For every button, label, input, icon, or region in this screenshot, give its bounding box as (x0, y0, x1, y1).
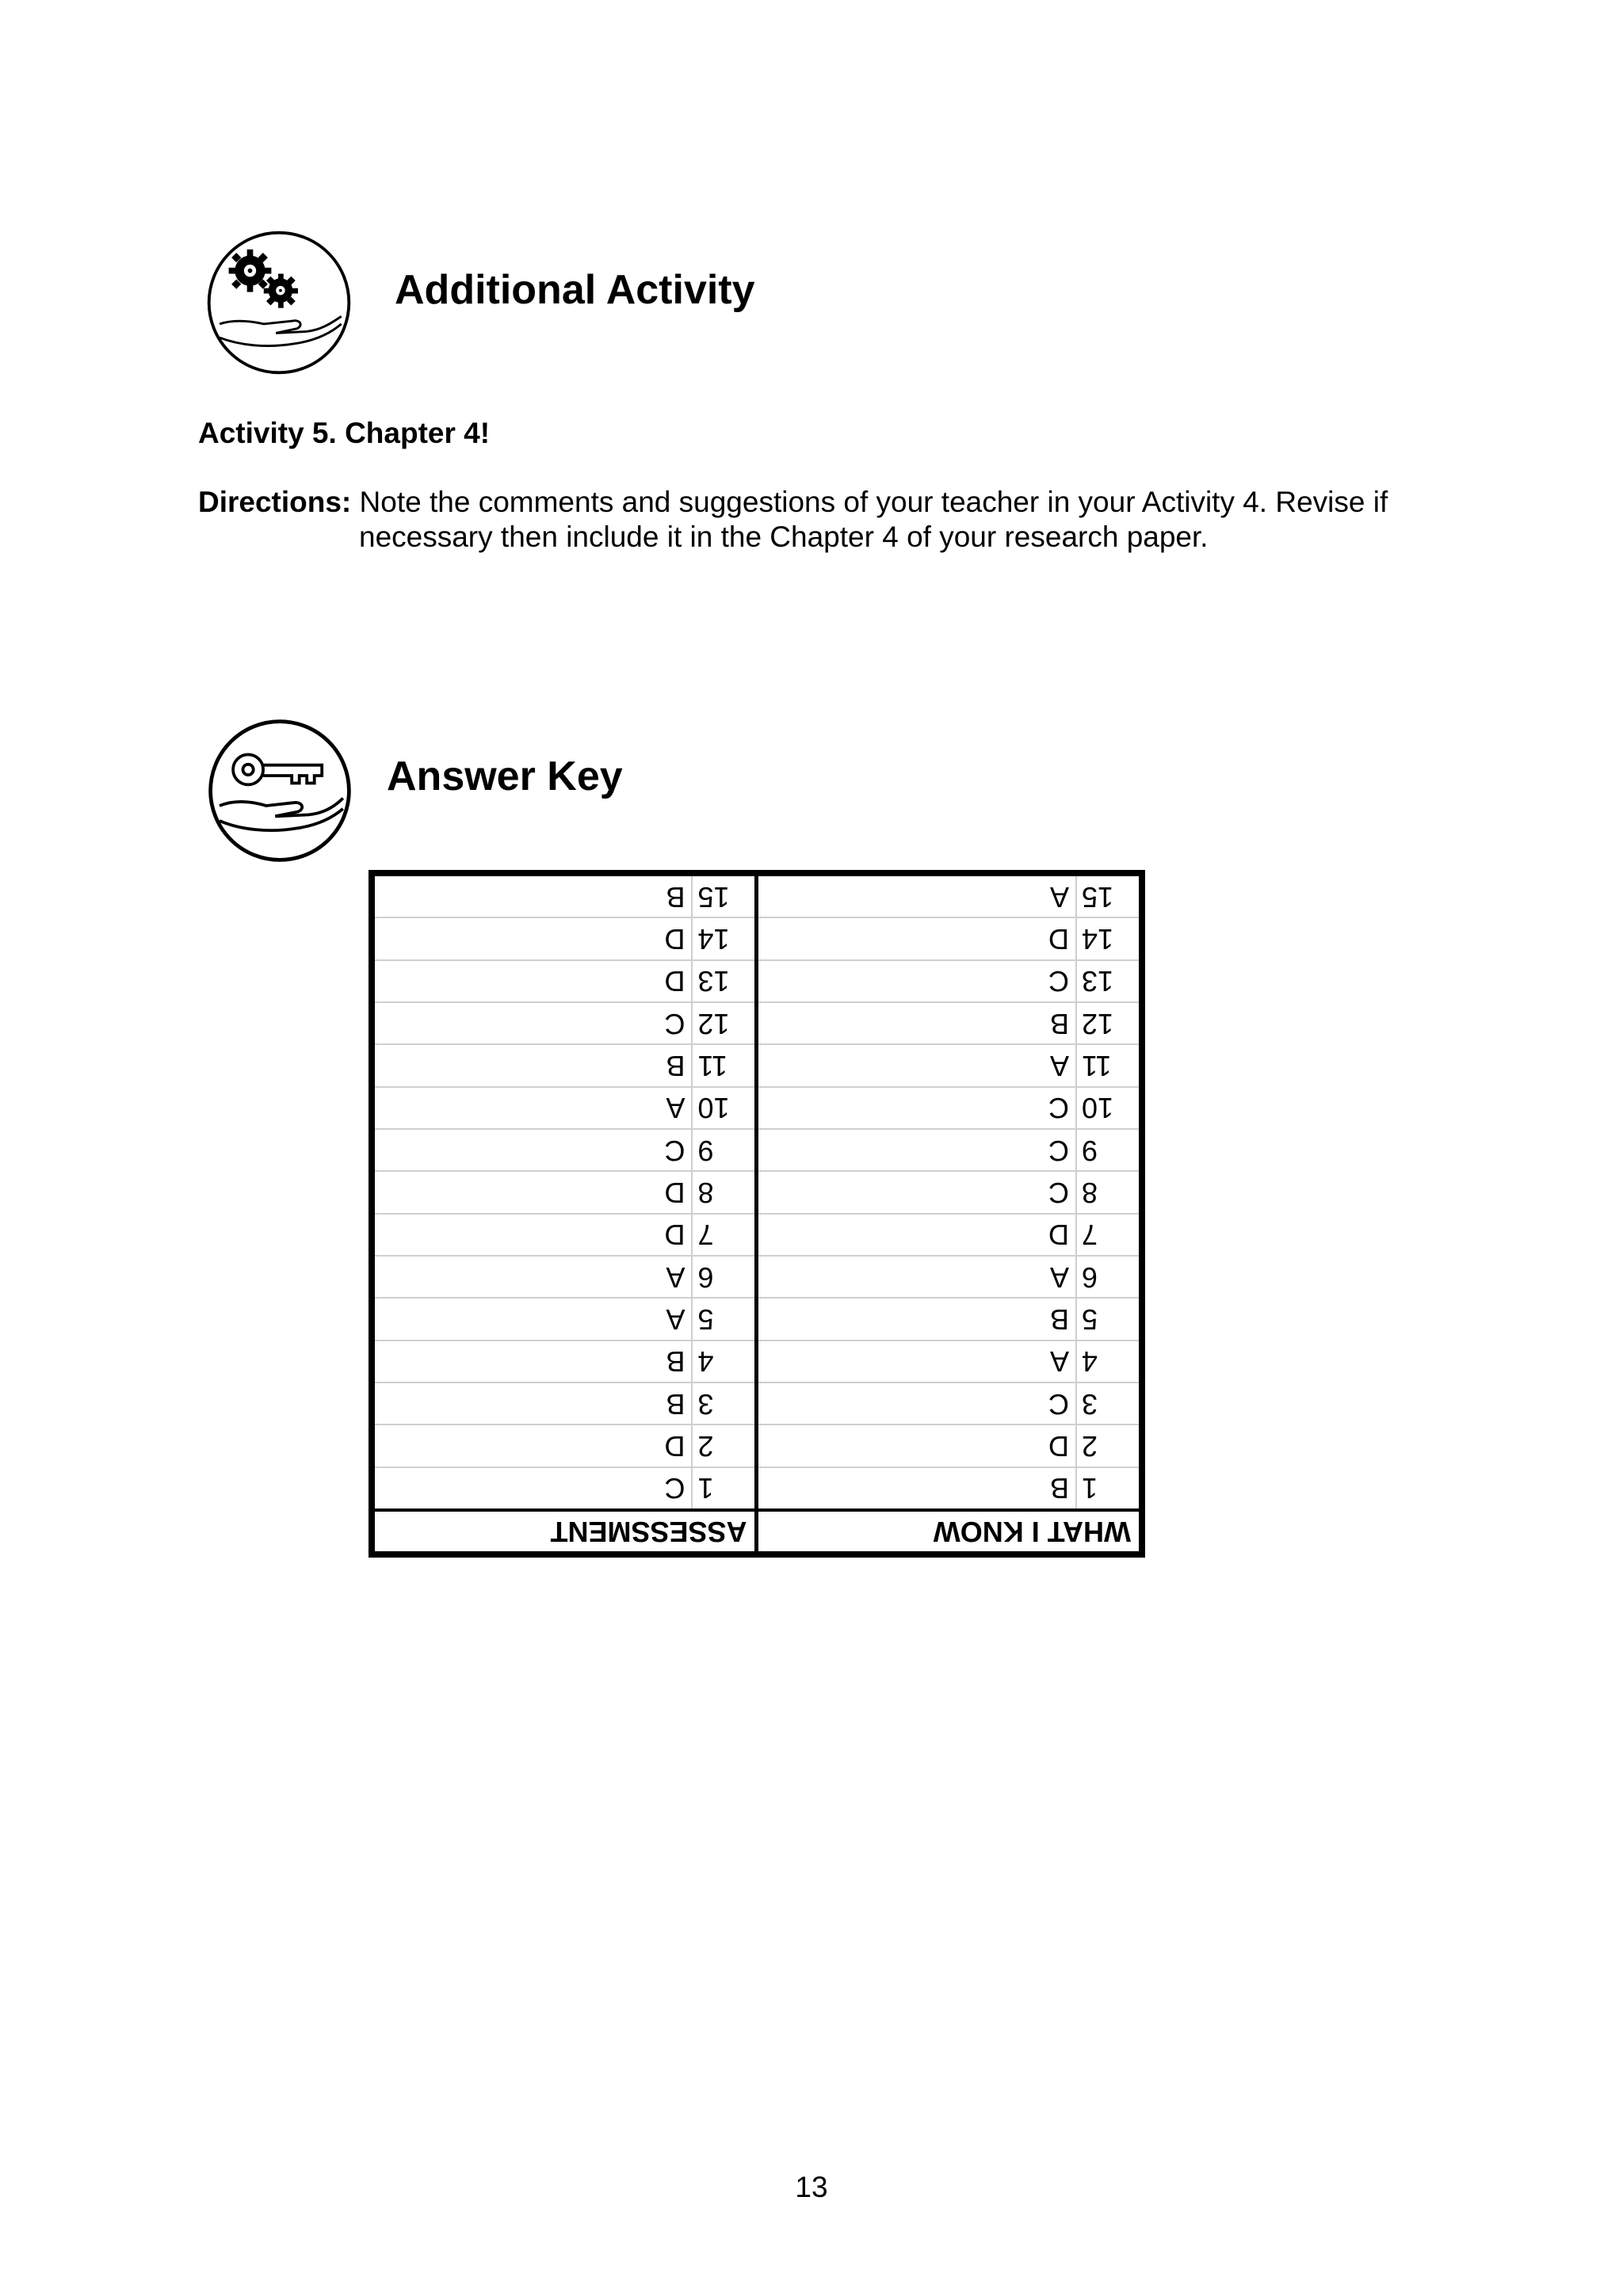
answer-key-column-what-i-know (759, 876, 1140, 1551)
item-answer: A (666, 1088, 693, 1128)
item-number: 4 (697, 1345, 714, 1379)
item-number: 2 (1082, 1430, 1098, 1463)
table-row (759, 1382, 1140, 1424)
item-answer: A (1050, 1341, 1077, 1382)
item-answer: A (1050, 1045, 1077, 1085)
section-title-additional-activity: Additional Activity (395, 267, 755, 313)
item-answer: B (666, 1045, 693, 1085)
table-row (375, 1043, 755, 1085)
item-number: 8 (1082, 1177, 1098, 1210)
table-row (759, 1128, 1140, 1170)
item-number: 10 (697, 1092, 730, 1125)
item-answer: D (1048, 918, 1077, 959)
item-number: 5 (1082, 1303, 1098, 1337)
table-row (759, 1043, 1140, 1085)
item-answer: B (1050, 1299, 1077, 1339)
item-number: 13 (1082, 965, 1114, 998)
item-answer: C (665, 1130, 693, 1170)
item-number: 6 (1082, 1261, 1098, 1294)
table-row (759, 1255, 1140, 1297)
item-number: 14 (697, 923, 730, 956)
item-answer: B (1050, 1468, 1077, 1508)
table-row (759, 1170, 1140, 1212)
item-answer: D (665, 1425, 693, 1466)
item-answer: B (1050, 1003, 1077, 1043)
item-answer: C (1048, 961, 1077, 1001)
table-row (759, 1001, 1140, 1043)
table-row (375, 876, 755, 917)
table-row (375, 1382, 755, 1424)
answer-key-column-assessment (375, 876, 759, 1551)
item-number: 8 (697, 1177, 714, 1210)
key-in-hand-icon (204, 715, 355, 866)
directions-line: necessary then include it in the Chapter 4 of your research paper. (359, 521, 1209, 553)
table-row (375, 959, 755, 1001)
item-answer: C (665, 1003, 693, 1043)
directions-label: Directions: (198, 486, 352, 518)
item-number: 14 (1082, 923, 1114, 956)
table-row (375, 1170, 755, 1212)
item-number: 2 (697, 1430, 714, 1463)
item-answer: A (1050, 1257, 1077, 1297)
item-answer: D (665, 1215, 693, 1255)
gear-icon (229, 250, 272, 292)
table-row (375, 1086, 755, 1128)
answer-key-table (369, 870, 1145, 1558)
item-number: 1 (697, 1472, 714, 1505)
item-number: 11 (1082, 1050, 1112, 1083)
table-row (759, 1424, 1140, 1466)
item-number: 15 (697, 880, 730, 913)
item-number: 4 (1082, 1345, 1098, 1379)
item-number: 11 (697, 1050, 727, 1083)
activity-heading: Activity 5. Chapter 4! (198, 417, 491, 449)
table-row (759, 1086, 1140, 1128)
table-row (759, 876, 1140, 917)
column-header: ASSESSMENT (375, 1508, 755, 1551)
item-number: 7 (1082, 1219, 1098, 1252)
table-row (759, 1297, 1140, 1339)
item-answer: C (1048, 1130, 1077, 1170)
table-row (375, 1128, 755, 1170)
directions-body: Note the comments and suggestions of your teacher in your Activity 4. Revise if (359, 486, 1388, 518)
item-number: 13 (697, 965, 730, 998)
item-number: 3 (1082, 1387, 1098, 1421)
item-number: 5 (697, 1303, 714, 1337)
item-answer: D (665, 918, 693, 959)
item-number: 7 (697, 1219, 714, 1252)
item-answer: C (665, 1468, 693, 1508)
item-answer: A (1050, 876, 1077, 917)
item-answer: A (666, 1299, 693, 1339)
item-number: 12 (1082, 1007, 1114, 1040)
table-row (375, 917, 755, 959)
item-number: 15 (1082, 880, 1114, 913)
page-number: 13 (795, 2171, 828, 2203)
table-row (759, 1340, 1140, 1382)
item-number: 9 (697, 1134, 714, 1167)
table-row (375, 1213, 755, 1255)
section-title-answer-key: Answer Key (387, 753, 623, 799)
item-answer: B (666, 1341, 693, 1382)
directions-text (198, 485, 1466, 555)
gear-icon (264, 274, 298, 308)
item-answer: D (665, 961, 693, 1001)
item-answer: A (666, 1257, 693, 1297)
table-row (375, 1424, 755, 1466)
item-answer: D (1048, 1425, 1077, 1466)
table-row (375, 1466, 755, 1508)
item-answer: B (666, 1383, 693, 1424)
gears-in-hand-icon (203, 227, 355, 379)
table-row (759, 1466, 1140, 1508)
item-answer: C (1048, 1172, 1077, 1212)
table-row (375, 1297, 755, 1339)
column-header: WHAT I KNOW (759, 1508, 1140, 1551)
item-number: 10 (1082, 1092, 1114, 1125)
directions-line (198, 485, 1466, 520)
table-row (375, 1255, 755, 1297)
item-number: 6 (697, 1261, 714, 1294)
item-number: 12 (697, 1007, 730, 1040)
item-answer: C (1048, 1088, 1077, 1128)
table-row (759, 1213, 1140, 1255)
table-row (375, 1340, 755, 1382)
table-row (759, 917, 1140, 959)
table-row (375, 1001, 755, 1043)
item-answer: B (666, 876, 693, 917)
item-number: 3 (697, 1387, 714, 1421)
item-number: 9 (1082, 1134, 1098, 1167)
item-answer: D (665, 1172, 693, 1212)
table-row (759, 959, 1140, 1001)
item-answer: D (1048, 1215, 1077, 1255)
item-number: 1 (1082, 1472, 1098, 1505)
item-answer: C (1048, 1383, 1077, 1424)
